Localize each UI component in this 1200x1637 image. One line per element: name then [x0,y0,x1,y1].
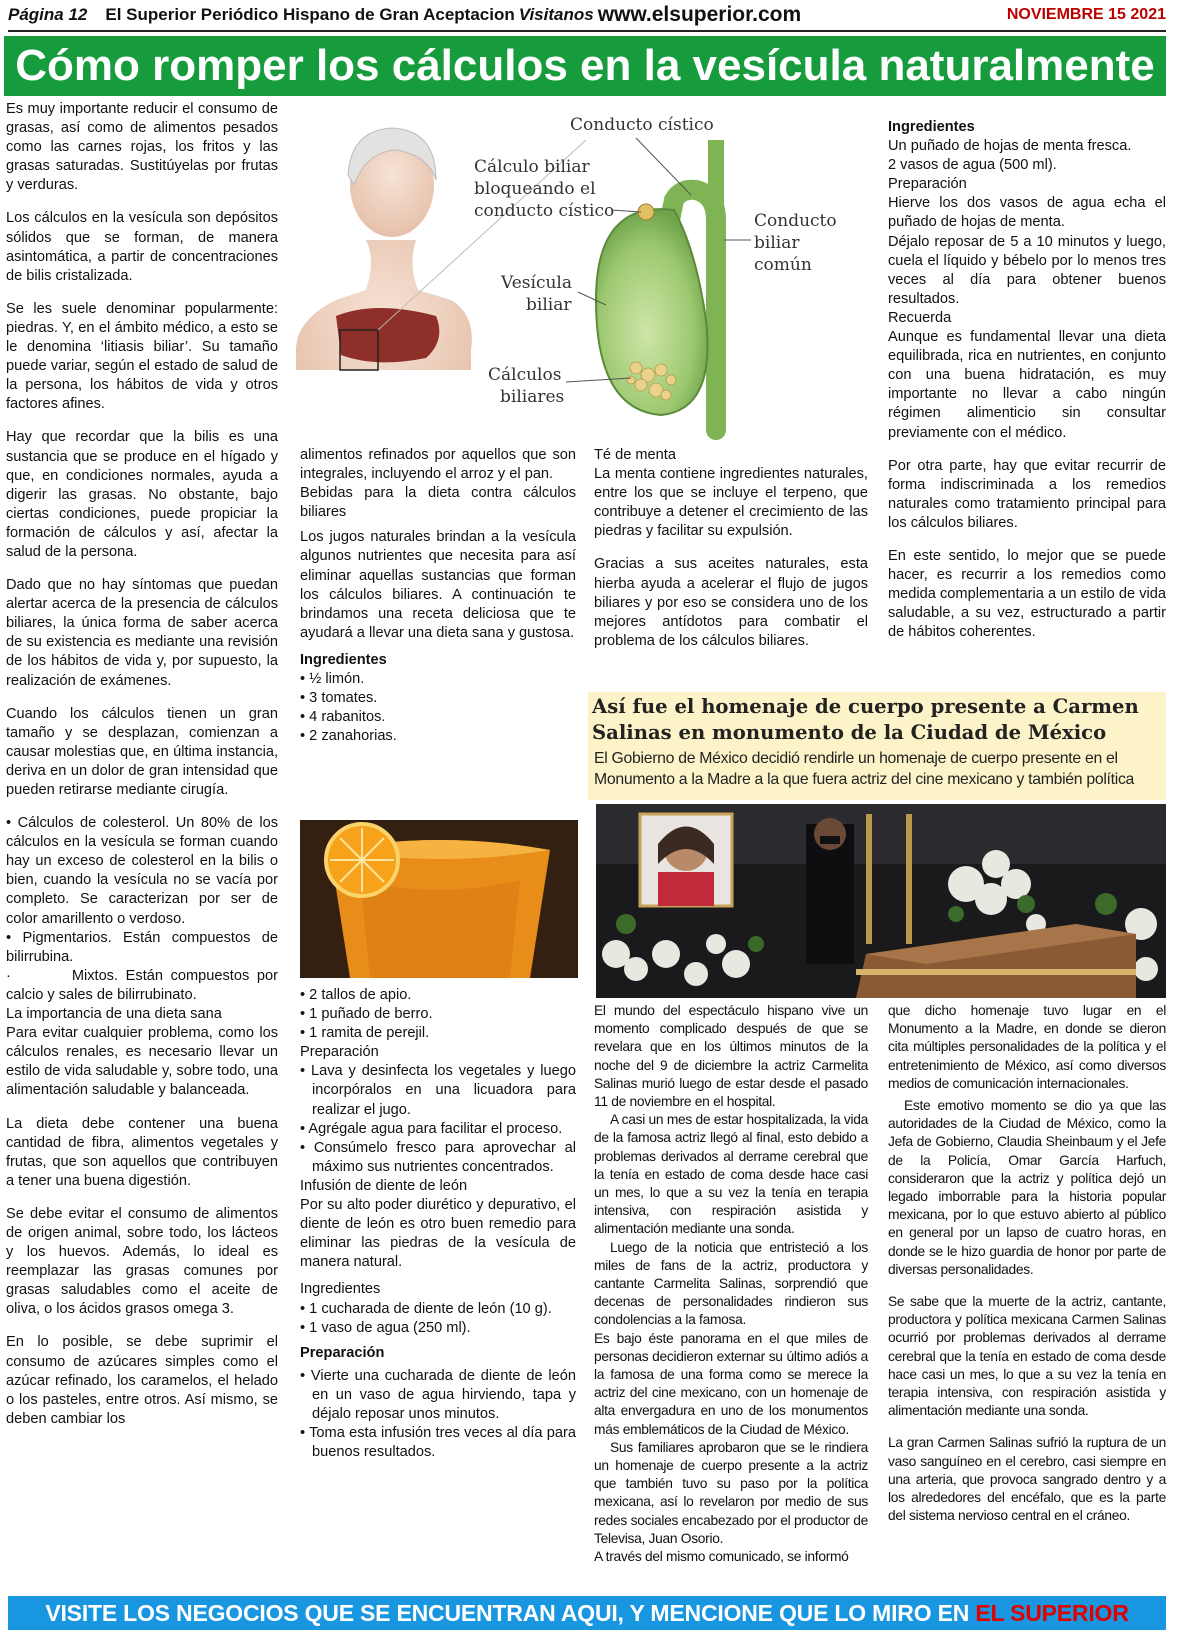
prep-list [300,1367,576,1462]
paragraph: • Cálculos de colesterol. Un 80% de los cálculos en la vesícula se forman cuando hay un exceso de colesterol en la bilis o bien, cuando la vesícula no se vacía por completo. Se caracterizan por ser de color amarillento o verdoso. [6,815,278,927]
label-vesicula-1: Vesícula [501,273,572,293]
subheading: Preparación [300,1044,379,1061]
label-vesicula-2: biliar [526,295,572,315]
issue-date: NOVIEMBRE 15 2021 [1006,6,1166,23]
website-link[interactable]: www.elsuperior.com [597,3,802,26]
paragraph: Hay que recordar que la bilis es una sustancia que se produce en el hígado y que, en condiciones normales, ayuda a digerir las grasas. No obstante, bajo ciertas condiciones, puede propiciar la formación de cálculos y así, afectar la salud de la persona. [6,429,278,560]
list-item: • Agrégale agua para facilitar el proceso. [300,1120,563,1137]
paragraph: Dado que no hay síntomas que puedan alertar acerca de la presencia de cálculos biliares, la única forma de saber acerca de su existencia es mediante una revisión de los hábitos de vida y, por supuesto, la realización de exámenes. [6,577,278,689]
paragraph: En lo posible, se debe suprimir el consumo de azúcares simples como el azúcar refinado, los caramelos, el helado o los pasteles, entre otros. Así mismo, se deben cambiar los [6,1334,278,1427]
gallbladder-diagram [596,140,716,430]
subheading: Ingredientes [888,119,975,135]
paragraph: 2 vasos de agua (500 ml). [888,157,1057,174]
paragraph: Sus familiares aprobaron que se le rindiera un homenaje de cuerpo presente a la actriz que también tuvo su paso por la política mexicana, así lo revelaron por medio de sus redes sociales encabezado por el productor de Televisa, Juan Osorio. [594,1439,868,1546]
article-title: Así fue el homenaje de cuerpo presente a Carmen Salinas en monumento de la Ciudad de México [592,695,1139,744]
footer-text: VISITE LOS NEGOCIOS QUE SE ENCUENTRAN AQUI, Y MENCIONE QUE LO MIRO EN [45,1600,970,1626]
paragraph: Gracias a sus aceites naturales, esta hierba ayuda a acelerar el flujo de jugos biliares y por eso se considera uno de los mejores antídotos para combatir el problema de los cálculos biliares. [594,556,868,649]
subheading: Infusión de diente de león [300,1177,468,1194]
paragraph: • Pigmentarios. Están compuestos de bilirrubina. [6,929,278,965]
footer-banner [8,1596,1166,1630]
article-column-1 [6,100,283,1443]
paragraph: Los cálculos en la vesícula son depósitos sólidos que se forman, de manera asintomática, a partir de concentraciones de bilis cristalizada. [6,210,278,284]
list-item: • Lava y desinfecta los vegetales y luego incorpóralos en una licuadora para realizar el jugo. [300,1063,576,1118]
list-item: • 4 rabanitos. [300,709,386,726]
label-comun-2: biliar [754,233,800,253]
paragraph: A casi un mes de estar hospitalizada, la vida de la famosa actriz llegó al final, esto debido a problemas derivados al derrame cerebral que la tenía en estado de coma desde hace casi un mes, lo que a su vez la tenía en terapia intensiva, con respiración asistida y alimentación mediante una sonda. [594,1112,868,1237]
paragraph: Aunque es fundamental llevar una dieta equilibrada, rica en nutrientes, en conjunto con una buena hidratación, es muy importante no llevar a cabo ningún régimen alimenticio sin consultar previamente con el médico. [888,329,1166,441]
paragraph: Déjalo reposar de 5 a 10 minutos y luego, cuela el líquido y bébelo por lo menos tres veces al día para obtener buenos resultados. [888,233,1166,307]
subheading: Té de menta [594,447,676,463]
paragraph: Este emotivo momento se dio ya que las autoridades de la Ciudad de México, como la Jefa de Gobierno, Claudia Sheinbaum y el Jefe de la Policía, Omar García Harfuch, consideraron que la actriz y política dejó un legado imborrable para la historia popular mexicana, por lo que estuvo abierto al público en general por un lapso de cuatro horas, en donde se le hizo guardia de honor por parte de diversas personalidades. [888,1098,1166,1277]
paragraph: La menta contiene ingredientes naturales, entre los que se incluye el terpeno, que contribuye a detener el crecimiento de las piedras y facilitar su expulsión. [594,466,868,540]
list-item: • 1 vaso de agua (250 ml). [300,1319,471,1336]
visit-label: Visitanos [518,5,594,24]
footer-brand: EL SUPERIOR [975,1600,1129,1626]
paragraph: La gran Carmen Salinas sufrió la ruptura de un vaso sanguíneo en el cerebro, casi siempre en una arteria, que provoca sangrado dentro y a los alrededores del encéfalo, que es la parte del sistema nervioso central en el cráneo. [888,1435,1166,1524]
paragraph: Se sabe que la muerte de la actriz, cantante, productora y política mexicana Carmen Salinas ocurrió por problemas derivados al derrame cerebral que la tenía en estado de coma desde hace casi un mes, lo que a su vez la tenía en terapia intensiva, con respiración asistida y alimentación mediante una sonda. [888,1294,1166,1419]
subheading: Ingredientes [300,651,387,668]
paragraph: A través del mismo comunicado, se informó [594,1549,849,1565]
paragraph: El mundo del espectáculo hispano vive un momento complicado después de que se revelara que en los últimos minutos de la noche del 9 de diciembre la actriz Carmelita Salinas murió luego de estar desde el pasado 11 de noviembre en el hospital. [594,1003,868,1110]
article-column-5 [594,1002,868,1566]
masthead: El Superior Periódico Hispano de Gran Aceptacion [105,5,515,24]
subheading: Recuerda [888,309,952,326]
article-subtitle: El Gobierno de México decidió rendirle un homenaje de cuerpo presente en el Monumento a la Madre a la que fuera actriz del cine mexicano y también política [594,750,1135,788]
paragraph: Por otra parte, hay que evitar recurrir de forma indiscriminada a los remedios naturales como tratamiento principal para los cálculos biliares. [888,457,1166,531]
label-conducto-cistico: Conducto cístico [570,115,714,135]
label-comun-1: Conducto [754,211,837,231]
page-number: Página 12 [8,5,88,24]
label-comun-3: común [754,255,812,275]
funeral-photo [596,804,1166,998]
label-calculos-2: biliares [500,387,565,407]
paragraph: Hierve los dos vasos de agua echa el puñado de hojas de menta. [888,195,1166,231]
label-calculos-1: Cálculos [488,365,562,385]
ingredient-list [300,986,576,1043]
paragraph: Es muy importante reducir el consumo de grasas, así como de alimentos pesados como las carnes rojas, los fritos y las grasas saturadas. Sustitúyelas por frutas y verduras. [6,101,278,194]
list-item: • 1 puñado de berro. [300,1006,433,1023]
paragraph: Se les suele denominar popularmente: piedras. Y, en el ámbito médico, a esto se le denomina ‘litiasis biliar’. Su tamaño puede variar, según el estado de salud de la persona, los hábitos de vida y otros factores afines. [6,300,278,413]
ingredient-list [300,670,576,746]
paragraph: Se debe evitar el consumo de alimentos de origen animal, sobre todo, los lácteos y los huevos. Además, lo ideal es reemplazar las grasas comunes por grasas saludables como el aceite de oliva, o los ácidos grasos omega 3. [6,1205,278,1318]
gallbladder-illustration [296,100,884,442]
article-column-3 [594,446,868,665]
label-calculo-3: conducto cístico [474,201,615,221]
list-item: • 1 cucharada de diente de león (10 g). [300,1300,552,1317]
paragraph: La dieta debe contener una buena cantidad de fibra, alimentos vegetales y frutas, que son aquellos que contribuyen a tener una buena digestión. [6,1115,278,1189]
subheading: Preparación [300,1344,385,1361]
paragraph: alimentos refinados por aquellos que son integrales, incluyendo el arroz y el pan. [300,447,576,483]
list-item: • 2 zanahorias. [300,728,397,745]
article-headline: Cómo romper los cálculos en la vesícula naturalmente [4,36,1166,96]
list-item: • ½ limón. [300,671,365,688]
subheading: La importancia de una dieta sana [6,1006,222,1023]
subheading: Ingredientes [300,1281,381,1298]
paragraph: Un puñado de hojas de menta fresca. [888,138,1132,155]
article-column-2b [300,986,576,1462]
list-item: • 1 ramita de perejil. [300,1025,430,1042]
ingredient-list [300,1300,576,1338]
list-item: • Toma esta infusión tres veces al día para buenos resultados. [300,1425,576,1461]
article-column-2 [300,446,576,746]
list-item: • 2 tallos de apio. [300,987,412,1003]
label-calculo-1: Cálculo biliar [474,157,590,177]
page-header [8,0,1166,32]
list-item: • Consúmelo fresco para aprovechar al máximo sus nutrientes concentrados. [300,1139,576,1175]
article-column-4 [888,118,1166,656]
paragraph: Para evitar cualquier problema, como los cálculos renales, es necesario llevar un estilo de vida saludable y, sobre todo, una alimentación saludable y balanceada. [6,1025,278,1099]
list-item: • Vierte una cucharada de diente de león en un vaso de agua hirviendo, tapa y déjalo reposar unos minutos. [300,1367,576,1422]
paragraph: Luego de la noticia que entristeció a los miles de fans de la actriz, productora y cantante Carmelita Salinas, sorprendió que decenas de personalidades rindieron sus condolencias a la famosa. [594,1239,868,1328]
paragraph: · Mixtos. Están compuestos por calcio y sales de bilirrubinato. [6,967,283,1003]
subheading: Bebidas para la dieta contra cálculos biliares [300,485,576,521]
article-column-6 [888,1002,1166,1538]
paragraph: Por su alto poder diurético y depurativo, el diente de león es otro buen remedio para eliminar las piedras de la vesícula de manera natural. [300,1197,576,1271]
list-item: • 3 tomates. [300,690,378,707]
prep-list [300,1062,576,1177]
paragraph: Es bajo éste panorama en el que miles de personas decidieron externar su último adiós a la famosa de una forma como se merece la actriz del cine mexicano, con un homenaje de alta envergadura en uno de los monumentos más emblemáticos de la Ciudad de México. [594,1330,868,1437]
label-calculo-2: bloqueando el [474,179,596,199]
juice-photo [300,820,578,978]
paragraph: Los jugos naturales brindan a la vesícula algunos nutrientes que necesita para así eliminar aquellas sustancias que forman los cálculos biliares. A continuación te brindamos una receta deliciosa que te ayudará a llevar una dieta sana y gustosa. [300,529,576,641]
paragraph: En este sentido, lo mejor que se puede hacer, es recurrir a los remedios como medida complementaria a un estilo de vida saludable, a su vez, estructurado a partir de hábitos coherentes. [888,547,1166,641]
paragraph: que dicho homenaje tuvo lugar en el Monumento a la Madre, en donde se dieron cita múltiples personalidades de la política y el entretenimiento de México, así como diversos medios de comunicación internacionales. [888,1003,1166,1091]
paragraph: Cuando los cálculos tienen un gran tamaño y se desplazan, comienzan a causar molestias que, en última instancia, deriva en un dolor de gran intensidad que pueden retirarse mediante cirugía. [6,705,278,798]
subheading: Preparación [888,176,967,193]
